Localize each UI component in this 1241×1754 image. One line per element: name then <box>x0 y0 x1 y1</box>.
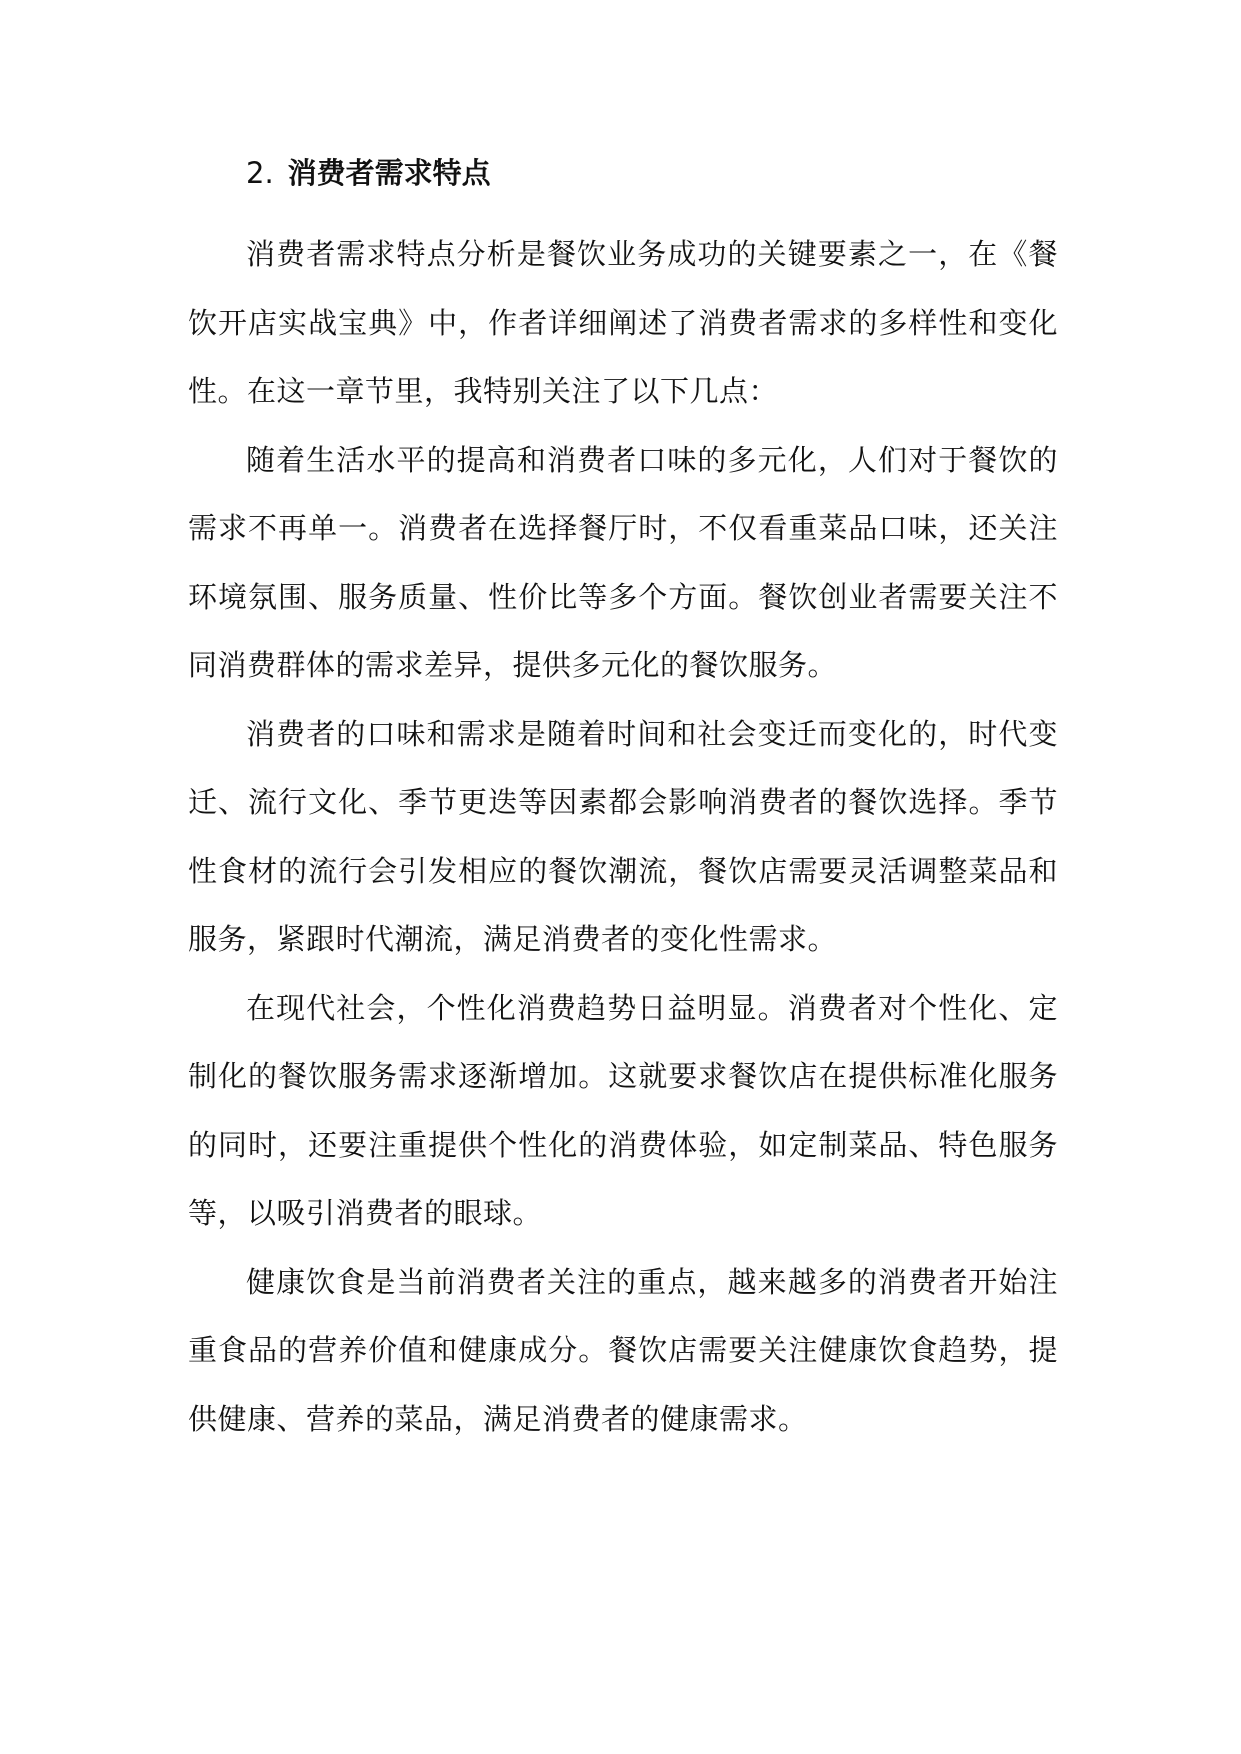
section-heading <box>188 150 1058 196</box>
paragraph-health: 健康饮食是当前消费者关注的重点，越来越多的消费者开始注重食品的营养价值和健康成分。餐饮店需要关注健康饮食趋势，提供健康、营养的菜品，满足消费者的健康需求。 <box>188 1264 1058 1436</box>
paragraph-diversity: 随着生活水平的提高和消费者口味的多元化，人们对于餐饮的需求不再单一。消费者在选择餐厅时，不仅看重菜品口味，还关注环境氛围、服务质量、性价比等多个方面。餐饮创业者需要关注不同消费群体的需求差异，提供多元化的餐饮服务。 <box>188 442 1058 682</box>
page-content <box>188 150 1058 1453</box>
section-title: 消费者需求特点 <box>287 156 491 190</box>
paragraph-change: 消费者的口味和需求是随着时间和社会变迁而变化的，时代变迁、流行文化、季节更迭等因素都会影响消费者的餐饮选择。季节性食材的流行会引发相应的餐饮潮流，餐饮店需要灵活调整菜品和服务，紧跟时代潮流，满足消费者的变化性需求。 <box>188 716 1058 956</box>
paragraph-personalization: 在现代社会，个性化消费趋势日益明显。消费者对个性化、定制化的餐饮服务需求逐渐增加。这就要求餐饮店在提供标准化服务的同时，还要注重提供个性化的消费体验，如定制菜品、特色服务等，以吸引消费者的眼球。 <box>188 990 1058 1230</box>
section-number: 2. <box>246 156 274 190</box>
paragraph-intro: 消费者需求特点分析是餐饮业务成功的关键要素之一，在《餐饮开店实战宝典》中，作者详细阐述了消费者需求的多样性和变化性。在这一章节里，我特别关注了以下几点： <box>188 237 1058 408</box>
